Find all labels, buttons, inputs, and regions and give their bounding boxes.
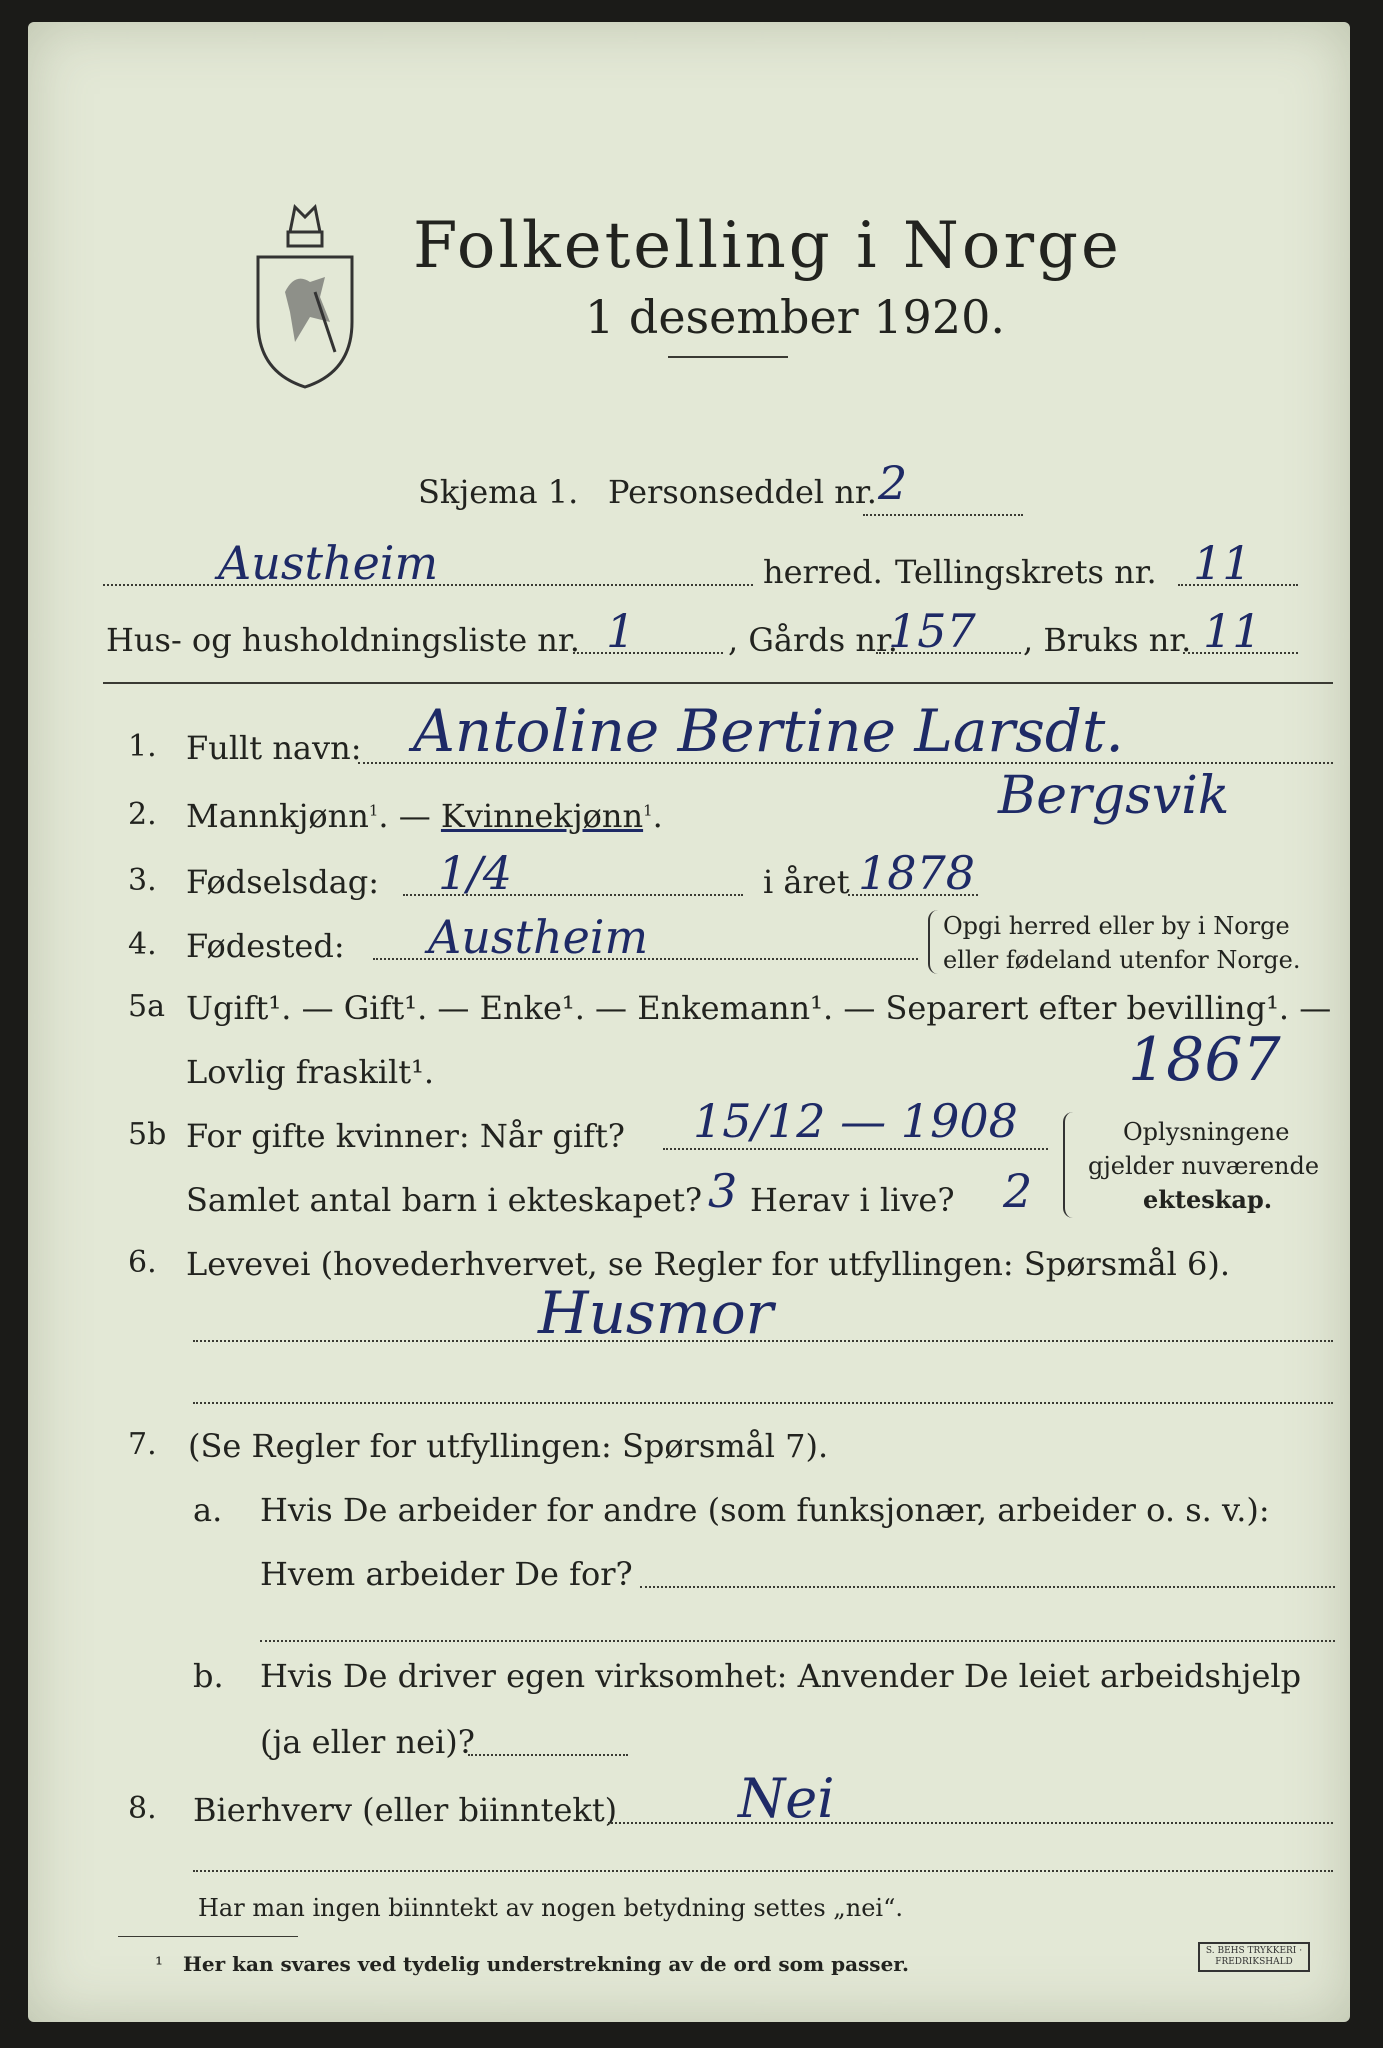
q2-end: .: [652, 797, 663, 835]
footnote-text: Her kan svares ved tydelig understrekning av de ord som passer.: [183, 1952, 909, 1976]
marital-status-options: Ugift¹. — Gift¹. — Enke¹. — Enkemann¹. — Separert efter bevilling¹. —: [186, 989, 1332, 1027]
footnote-mark: ¹: [155, 1952, 164, 1976]
husliste-label: Hus- og husholdningsliste nr.: [106, 621, 580, 659]
hired-help-line: [468, 1754, 628, 1756]
birth-year-value: 1878: [858, 846, 976, 900]
husliste-value: 1: [606, 604, 636, 658]
q5b-note-3: ekteskap.: [1143, 1185, 1273, 1214]
alive-label: Herav i live?: [750, 1181, 955, 1219]
q7a-text: Hvis De arbeider for andre (som funksjonær, arbeider o. s. v.):: [260, 1491, 1270, 1529]
q7a-question: Hvem arbeider De for?: [260, 1555, 633, 1593]
male-option: Mannkjønn: [186, 797, 369, 835]
q7a-letter: a.: [193, 1491, 223, 1529]
birthday-line: [403, 894, 743, 896]
birthplace-value: Austheim: [428, 910, 649, 964]
tellingskrets-label: Tellingskrets nr.: [895, 553, 1157, 591]
q5a-number: 5a: [128, 989, 165, 1024]
q4-note-2: eller fødeland utenfor Norge.: [943, 946, 1301, 974]
gards-line: [876, 652, 1021, 654]
q3-number: 3.: [128, 863, 157, 898]
secondary-income-value: Nei: [738, 1767, 835, 1830]
married-line: [663, 1148, 1048, 1150]
census-form: [28, 22, 1350, 2022]
form-title: Folketelling i Norge: [413, 209, 1122, 283]
q8-label: Bierhverv (eller biinntekt): [193, 1791, 618, 1829]
q1-label: Fullt navn:: [186, 729, 362, 767]
q4-label: Fødested:: [186, 927, 345, 965]
gards-label: , Gårds nr.: [728, 621, 898, 659]
q4-brace: [928, 910, 938, 974]
bruks-label: , Bruks nr.: [1023, 621, 1192, 659]
q4-number: 4.: [128, 927, 157, 962]
q1-value-cont: Bergsvik: [998, 766, 1230, 826]
married-value: 15/12 — 1908: [693, 1094, 1018, 1148]
q1-number: 1.: [128, 729, 157, 764]
q5b-note-1: Oplysningene: [1123, 1118, 1290, 1146]
herred-line: [103, 584, 753, 586]
year-label: i året: [763, 863, 850, 901]
q7b-letter: b.: [193, 1657, 224, 1695]
tellingskrets-line: [1178, 584, 1298, 586]
occupation-line-1: [193, 1340, 1333, 1342]
personseddel-line: [863, 514, 1023, 516]
occupation-value: Husmor: [538, 1279, 774, 1347]
q2-dash: . —: [378, 797, 431, 835]
employer-line: [640, 1586, 1335, 1588]
q4-note-1: Opgi herred eller by i Norge: [943, 912, 1290, 940]
personseddel-label: Personseddel nr.: [608, 473, 877, 511]
personseddel-value: 2: [878, 456, 908, 510]
q7b-text: Hvis De driver egen virksomhet: Anvender De leiet arbeidshjelp: [260, 1657, 1302, 1695]
married-label: For gifte kvinner: Når gift?: [186, 1117, 625, 1155]
section-rule: [103, 682, 1333, 684]
census-date: 1 desember 1920.: [585, 290, 1005, 344]
footnote-rule: [118, 1936, 298, 1937]
occupation-line-2: [193, 1402, 1333, 1404]
q7b-question: (ja eller nei)?: [260, 1723, 475, 1761]
gards-value: 157: [888, 604, 976, 658]
title-rule: [668, 356, 788, 358]
q8-number: 8.: [128, 1791, 157, 1826]
q2-number: 2.: [128, 797, 157, 832]
alive-value: 2: [1003, 1164, 1033, 1218]
q6-label: Levevei (hovederhvervet, se Regler for utfyllingen: Spørsmål 6).: [186, 1245, 1231, 1283]
q2-options: Mannkjønn$^1$. — Kvinnekjønn$^1$.: [186, 797, 663, 835]
herred-value: Austheim: [218, 536, 439, 590]
birthday-value: 1/4: [438, 846, 513, 900]
secondary-income-line: [608, 1822, 1333, 1824]
divorced-option: Lovlig fraskilt¹.: [186, 1053, 435, 1091]
birth-year-line: [848, 894, 978, 896]
tellingskrets-value: 11: [1193, 536, 1252, 590]
employer-line-2: [260, 1640, 1335, 1642]
norway-coat-of-arms-icon: [250, 202, 360, 392]
skjema-label: Skjema 1.: [418, 473, 579, 511]
q1-line: [358, 762, 1333, 764]
q1-value: Antoline Bertine Larsdt.: [413, 697, 1124, 765]
children-label: Samlet antal barn i ekteskapet?: [186, 1181, 703, 1219]
birthplace-line: [373, 958, 918, 960]
printer-mark: S. BEHS TRYKKERI · FREDRIKSHALD: [1198, 1942, 1310, 1972]
q5b-note-2: gjelder nuværende: [1088, 1152, 1320, 1180]
margin-year-annotation: 1867: [1128, 1025, 1281, 1095]
children-value: 3: [708, 1164, 738, 1218]
q5b-number: 5b: [128, 1117, 167, 1152]
q5b-brace: [1063, 1112, 1073, 1218]
q7-label: (Se Regler for utfyllingen: Spørsmål 7).: [188, 1427, 829, 1465]
female-option: Kvinnekjønn: [440, 797, 644, 835]
herred-label: herred.: [763, 553, 883, 591]
bruks-value: 11: [1203, 604, 1262, 658]
q7-number: 7.: [128, 1427, 157, 1462]
secondary-income-line-2: [193, 1870, 1333, 1872]
husliste-line: [573, 652, 723, 654]
footer-note: Har man ingen biinntekt av nogen betydning settes „nei“.: [198, 1894, 903, 1922]
bruks-line: [1183, 652, 1298, 654]
q3-label: Fødselsdag:: [186, 863, 380, 901]
q6-number: 6.: [128, 1245, 157, 1280]
